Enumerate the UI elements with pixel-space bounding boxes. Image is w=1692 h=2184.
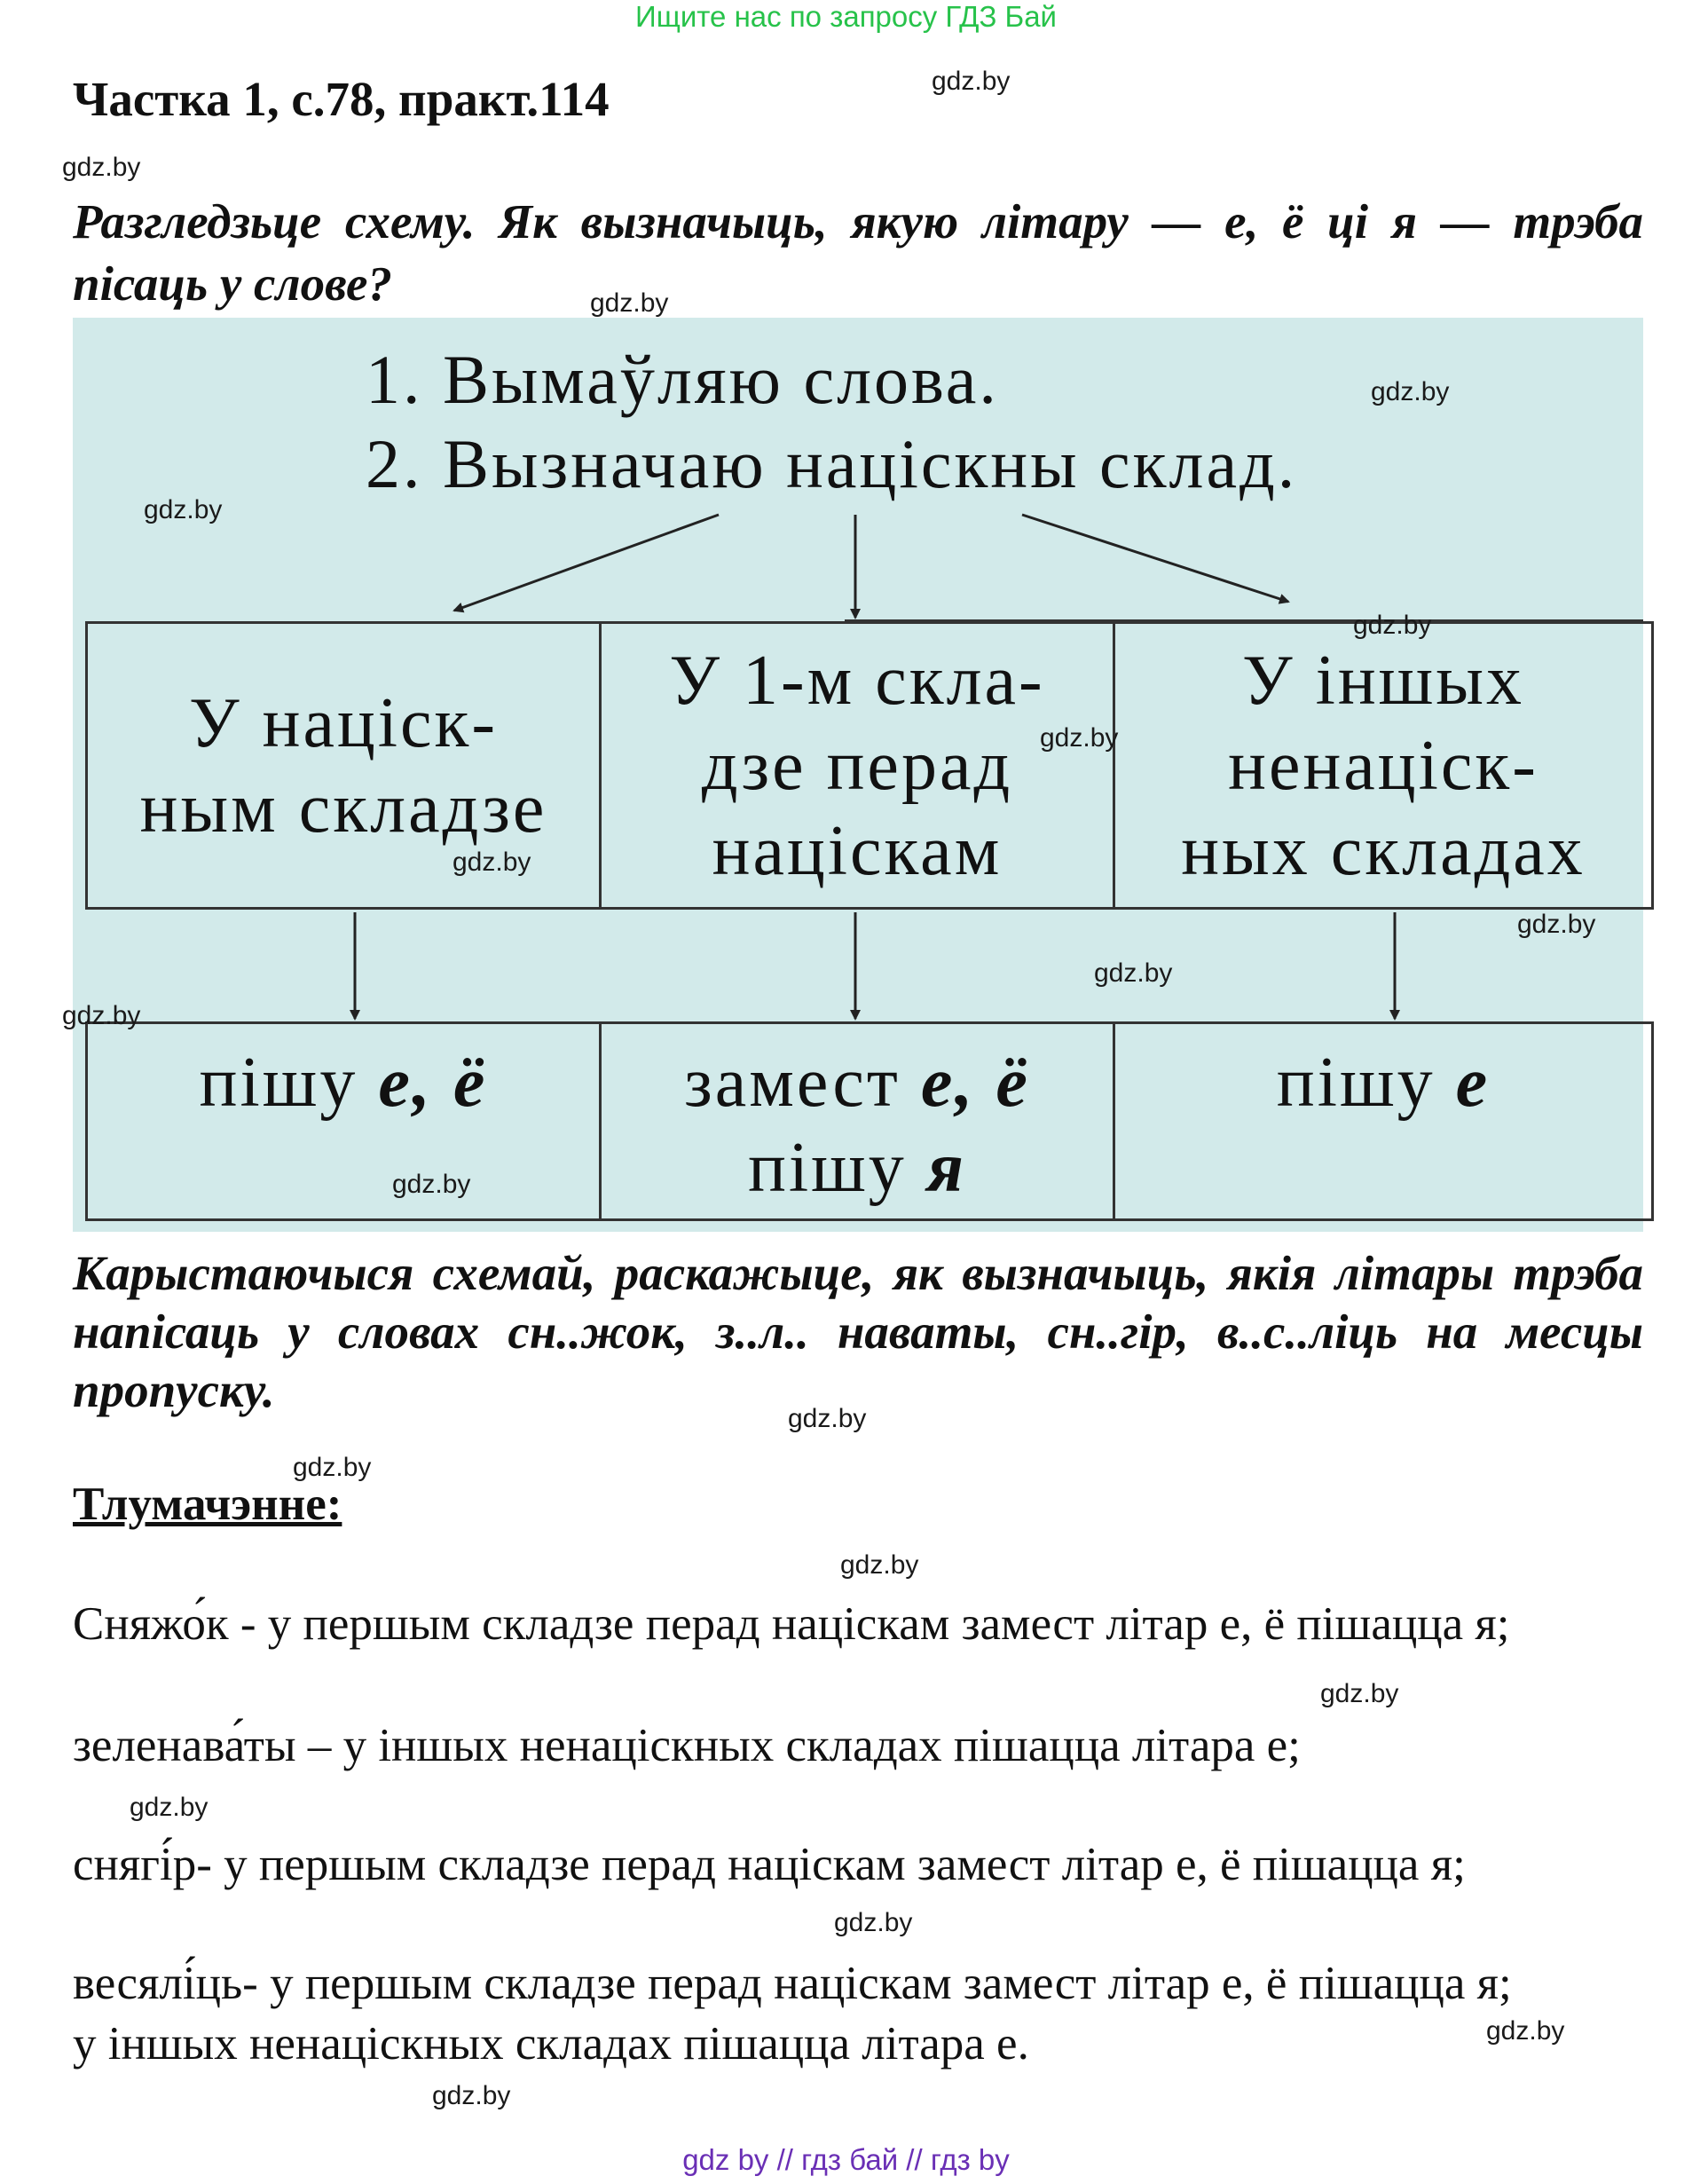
watermark: gdz.by bbox=[932, 67, 1011, 96]
watermark: gdz.by bbox=[1320, 1679, 1399, 1708]
watermark: gdz.by bbox=[1040, 723, 1119, 753]
rule-1: пішу е, ё bbox=[85, 1021, 602, 1221]
rule-3: пішу е bbox=[1113, 1021, 1654, 1221]
watermark: gdz.by bbox=[62, 153, 141, 182]
case-stressed: У націск- ным складзе bbox=[85, 621, 602, 910]
explanation-line-4: весялі́ць- у першым складзе перад націскам замест літар е, ё пішацца я; bbox=[73, 1958, 1512, 2009]
watermark: gdz.by bbox=[432, 2081, 511, 2110]
explanation-line-3: снягі́р- у першым складзе перад націскам замест літар е, ё пішацца я; bbox=[73, 1839, 1466, 1890]
watermark: gdz.by bbox=[1371, 377, 1450, 406]
scheme-diagram bbox=[73, 318, 1643, 1232]
footer-links[interactable]: gdz by // гдз бай // гдз by bbox=[682, 2143, 1010, 2176]
watermark: gdz.by bbox=[840, 1550, 919, 1580]
watermark: gdz.by bbox=[392, 1170, 471, 1199]
watermark: gdz.by bbox=[453, 848, 531, 877]
watermark: gdz.by bbox=[834, 1908, 913, 1937]
task-text: Разгледзьце схему. Як вызначыць, якую літару — е, ё ці я — трэба пісаць у слове? bbox=[73, 194, 1643, 311]
explanation-line-5: у іншых ненаціскных складах пішацца літара е. bbox=[73, 2018, 1029, 2070]
watermark: gdz.by bbox=[293, 1453, 372, 1482]
watermark: gdz.by bbox=[130, 1793, 209, 1822]
watermark: gdz.by bbox=[1517, 910, 1596, 939]
watermark: gdz.by bbox=[144, 495, 223, 524]
rule-2: замест е, ё пішу я bbox=[599, 1021, 1115, 1221]
step-2: 2. Вызначаю націскны склад. bbox=[366, 425, 1298, 502]
watermark: gdz.by bbox=[1353, 611, 1432, 640]
page-heading: Частка 1, с.78, практ.114 bbox=[73, 72, 610, 126]
explanation-line-2: зеленава́ты – у іншых ненаціскных складах пішацца літара е; bbox=[73, 1720, 1301, 1771]
task-2-text: Карыстаючыся схемай, раскажыце, як вызначыць, якія літары трэба напісаць у словах сн..жок, з..л.. наваты, сн..гір, в..с..ліць на месцы пропуску. bbox=[73, 1246, 1643, 1417]
watermark: gdz.by bbox=[590, 288, 669, 318]
explanation-title: Тлумачэнне: bbox=[73, 1478, 342, 1530]
watermark: gdz.by bbox=[1094, 958, 1173, 988]
top-banner[interactable]: Ищите нас по запросу ГДЗ Бай bbox=[635, 0, 1057, 33]
step-1: 1. Вымаўляю слова. bbox=[366, 341, 999, 418]
arrow-left bbox=[454, 515, 719, 611]
case-other-unstressed: У іншых ненаціск- ных складах bbox=[1113, 621, 1654, 910]
watermark: gdz.by bbox=[788, 1404, 867, 1433]
watermark: gdz.by bbox=[1486, 2016, 1565, 2046]
watermark: gdz.by bbox=[62, 1001, 141, 1030]
arrow-right bbox=[1022, 515, 1288, 602]
explanation-line-1: Сняжо́к - у першым складзе перад націскам замест літар е, ё пішацца я; bbox=[73, 1598, 1510, 1650]
case-first-pretonic: У 1-м скла- дзе перад націскам bbox=[599, 621, 1115, 910]
